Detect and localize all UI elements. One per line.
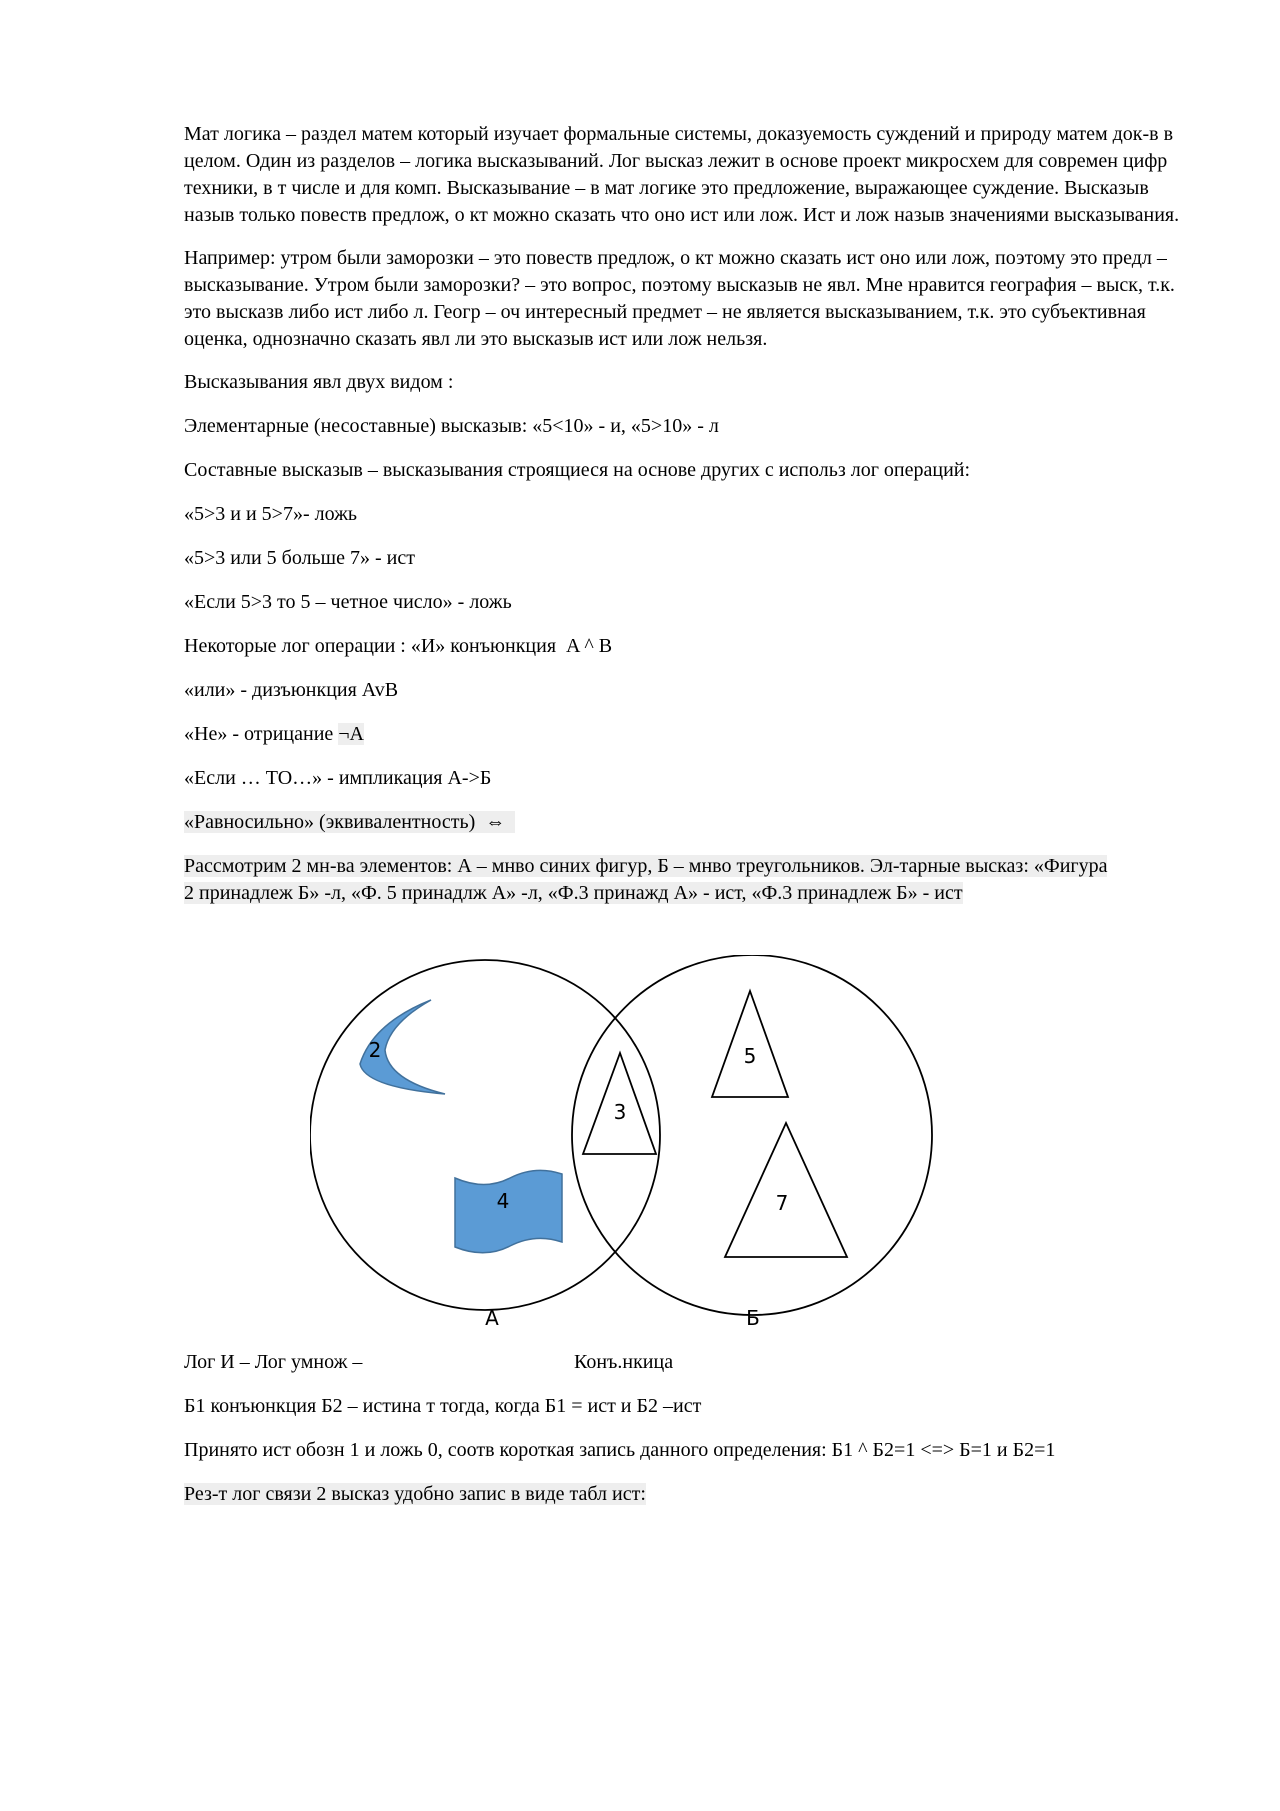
figure-label-7: 7 [775,1191,789,1215]
conjunction-right-text: Конъ.нкицa [574,1351,674,1373]
set-a-circle [310,960,660,1310]
sets-line-1: Рассмотрим 2 мн-ва элементов: А – мнво синих фигур, Б – мнво треугольников. Эл-тарные высказ: «Фигура [184,855,1108,877]
example-line-1: «5>3 и и 5>7»- ложь [184,503,358,525]
compound-line: Составные высказыв – высказывания строящиеся на основе других с использ лог операций: [184,459,971,481]
operation-equivalence-line [184,809,1194,836]
operation-not-text: «Не» - отрицание [184,723,339,745]
figure-label-2: 2 [368,1038,382,1062]
example-line-2: «5>3 или 5 больше 7» - ист [184,547,415,569]
figure-label-4: 4 [496,1189,510,1213]
figure-label-5: 5 [743,1044,757,1068]
venn-diagram [310,955,950,1340]
example-line-3: «Если 5>3 то 5 – четное число» - ложь [184,591,512,613]
operation-and-line: Некоторые лог операции : «И» конъюнкция A ^ B [184,635,613,657]
operation-or-line: «или» - дизъюнкция AvB [184,679,399,701]
set-b-label: Б [746,1306,760,1330]
elementary-line: Элементарные (несоставные) высказыв: «5<10» - и, «5>10» - л [184,415,719,437]
venn-svg [310,955,950,1340]
table-intro-text: Рез-т лог связи 2 высказ удобно запис в виде табл ист: [184,1483,646,1505]
document-page-bottom [184,1393,1194,1508]
operation-not-line [184,721,1194,748]
notation-line: Принято ист обозн 1 и ложь 0, соотв короткая запись данного определения: Б1 ^ Б2=1 <=> Б=1 и Б2=1 [184,1439,1056,1461]
intro-paragraph: Мат логика – раздел матем который изучает формальные системы, доказуемость суждений и природу матем док-в в целом. Один из разделов – логика высказываний. Лог высказ лежит в основе проект микросхем для современ цифр техники, в т числе и для комп. Высказывание – в мат логике это предложение, выражающее суждение. Высказыв назыв только повеств предлож, о кт можно сказать что оно ист или лож. Ист и лож назыв значениями высказывания. [184,123,1180,226]
set-b-circle [572,955,932,1315]
conjunction-left-text: Лог И – Лог умнож – [184,1351,363,1373]
conjunction-definition-line: Б1 конъюнкция Б2 – истина т тогда, когда Б1 = ист и Б2 –ист [184,1395,702,1417]
table-intro-line [184,1481,1194,1508]
figure-label-3: 3 [613,1100,627,1124]
sets-line-2: 2 принадлеж Б» -л, «Ф. 5 принадлж А» -л, «Ф.3 принажд А» - ист, «Ф.3 принадлеж Б» - ист [184,882,963,904]
document-page [184,121,1194,907]
conjunction-heading-row [184,1349,1194,1376]
operation-implication-line: «Если … ТО…» - импликация А->Б [184,767,492,789]
kinds-line: Высказывания явл двух видом : [184,371,454,393]
negation-symbol: ¬A [338,723,365,745]
example-paragraph: Например: утром были заморозки – это повеств предлож, о кт можно сказать ист оно или лож, поэтому это предл – высказывание. Утром были заморозки? – это вопрос, поэтому высказыв не явл. Мне нравится география – выск, т.к. это высказв либо ист либо л. Геогр – оч интересный предмет – не является высказыванием, т.к. это субъективная оценка, однозначно сказать явл ли это высказыв ист или лож нельзя. [184,247,1180,350]
sets-paragraph [184,853,1194,907]
big-triangle [725,1123,847,1257]
set-a-label: А [485,1306,499,1330]
equivalence-text: «Равносильно» (эквивалентность) ⇔ [184,811,516,833]
